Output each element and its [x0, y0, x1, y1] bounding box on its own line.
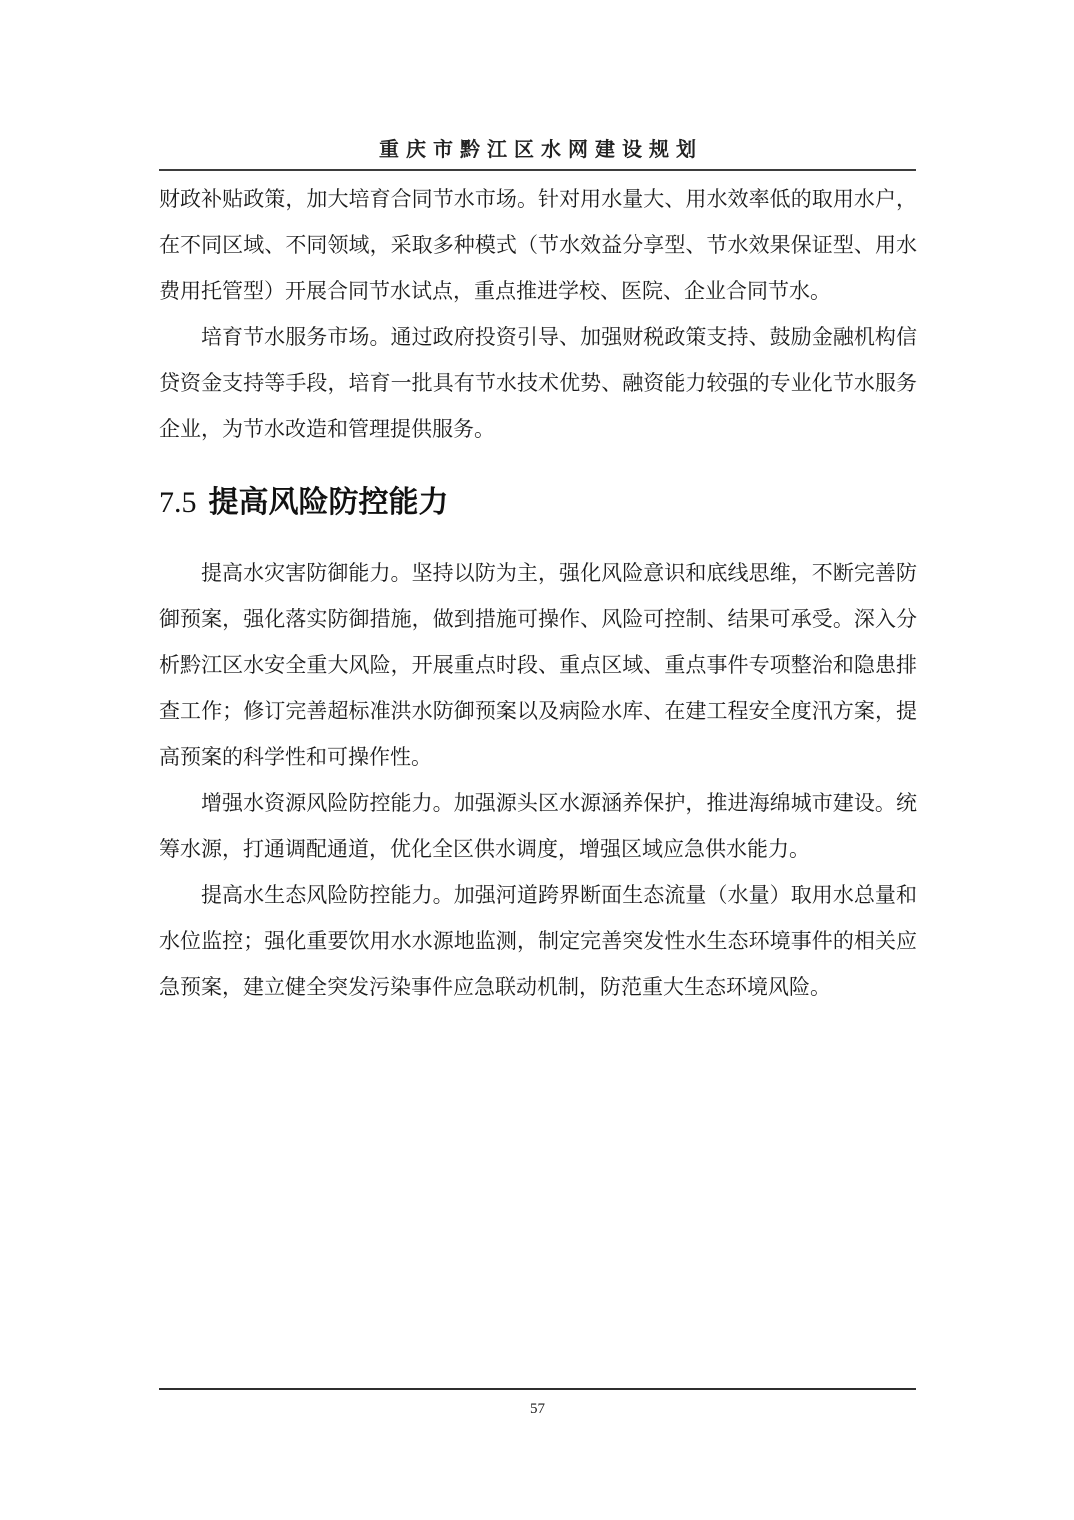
footer-rule — [159, 1388, 916, 1390]
header-rule — [159, 169, 916, 171]
document-body — [159, 176, 917, 1010]
section-heading-number: 7.5 — [159, 486, 197, 519]
section-heading — [159, 483, 917, 523]
page-number: 57 — [530, 1401, 545, 1417]
body-paragraph: 提高水灾害防御能力。坚持以防为主，强化风险意识和底线思维，不断完善防御预案，强化落实防御措施，做到措施可操作、风险可控制、结果可承受。深入分析黔江区水安全重大风险，开展重点时段、重点区域、重点事件专项整治和隐患排查工作；修订完善超标准洪水防御预案以及病险水库、在建工程安全度汛方案，提高预案的科学性和可操作性。 — [159, 561, 917, 769]
page-header — [159, 133, 916, 162]
section-heading-title: 提高风险防控能力 — [208, 486, 449, 519]
header-title: 重庆市黔江区水网建设规划 — [379, 139, 703, 161]
body-paragraph: 培育节水服务市场。通过政府投资引导、加强财税政策支持、鼓励金融机构信贷资金支持等手段，培育一批具有节水技术优势、融资能力较强的专业化节水服务企业，为节水改造和管理提供服务。 — [159, 325, 917, 441]
body-paragraph: 提高水生态风险防控能力。加强河道跨界断面生态流量（水量）取用水总量和水位监控；强化重要饮用水水源地监测，制定完善突发性水生态环境事件的相关应急预案，建立健全突发污染事件应急联动机制，防范重大生态环境风险。 — [159, 883, 917, 999]
body-paragraph: 增强水资源风险防控能力。加强源头区水源涵养保护，推进海绵城市建设。统筹水源，打通调配通道，优化全区供水调度，增强区域应急供水能力。 — [159, 791, 917, 861]
body-paragraph: 财政补贴政策，加大培育合同节水市场。针对用水量大、用水效率低的取用水户，在不同区域、不同领域，采取多种模式（节水效益分享型、节水效果保证型、用水费用托管型）开展合同节水试点，重点推进学校、医院、企业合同节水。 — [159, 187, 917, 303]
